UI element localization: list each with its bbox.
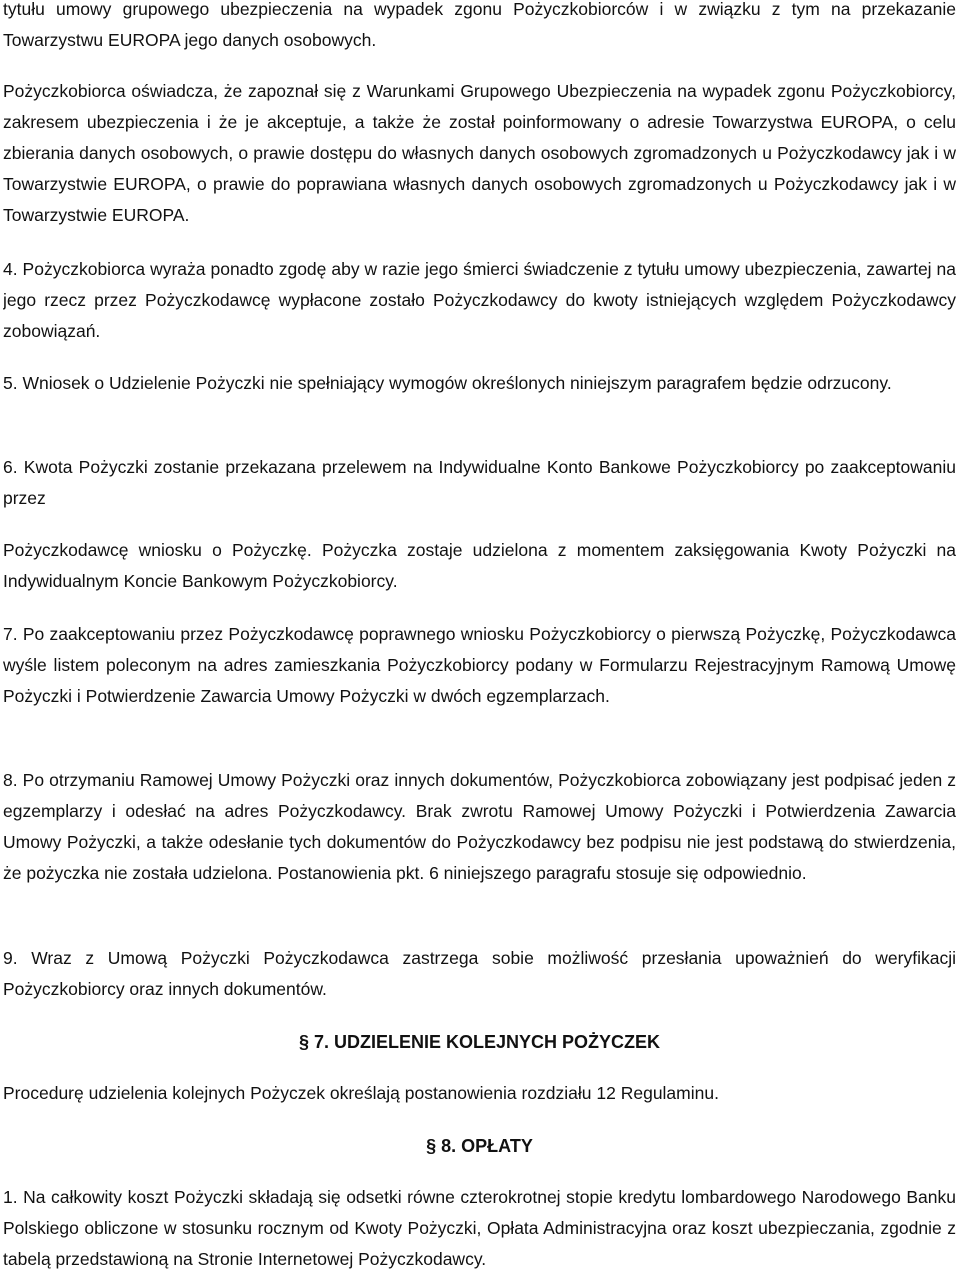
paragraph-insurance-consent: tytułu umowy grupowego ubezpieczenia na wypadek zgonu Pożyczkobiorców i w związku z tym na przekazanie Towarzystwu EUROPA jego danych osobowych. xyxy=(3,0,956,50)
paragraph-next-loans: Procedurę udzielenia kolejnych Pożyczek określają postanowienia rozdziału 12 Regulaminu. xyxy=(3,1083,719,1103)
document-page xyxy=(3,0,956,1277)
paragraph-loan-granted: Pożyczkodawcę wniosku o Pożyczkę. Pożyczka zostaje udzielona z momentem zaksięgowania Kwoty Pożyczki na Indywidualnym Koncie Bankowym Pożyczkobiorcy. xyxy=(3,540,956,591)
section-heading-7: § 7. UDZIELENIE KOLEJNYCH POŻYCZEK xyxy=(298,1032,661,1052)
paragraph-point-7: 7. Po zaakceptowaniu przez Pożyczkodawcę poprawnego wniosku Pożyczkobiorcy o pierwszą Pożyczkę, Pożyczkodawca wyśle listem poleconym na adres zamieszkania Pożyczkobiorcy podany w Formularzu Rejestracyjnym Ramową Umowę Pożyczki i Potwierdzenie Zawarcia Umowy Pożyczki w dwóch egzemplarzach. xyxy=(3,624,956,706)
section-heading-8: § 8. OPŁATY xyxy=(426,1136,533,1156)
paragraph-point-5: 5. Wniosek o Udzielenie Pożyczki nie spełniający wymogów określonych niniejszym paragrafem będzie odrzucony. xyxy=(3,373,892,393)
paragraph-point-8: 8. Po otrzymaniu Ramowej Umowy Pożyczki oraz innych dokumentów, Pożyczkobiorca zobowiązany jest podpisać jeden z egzemplarzy i odesłać na adres Pożyczkodawcy. Brak zwrotu Ramowej Umowy Pożyczki i Potwierdzenia Zawarcia Umowy Pożyczki, a także odesłanie tych dokumentów do Pożyczkodawcy bez podpisu nie jest podstawą do stwierdzenia, że pożyczka nie została udzielona. Postanowienia pkt. 6 niniejszego paragrafu stosuje się odpowiednio. xyxy=(3,770,956,883)
paragraph-point-6: 6. Kwota Pożyczki zostanie przekazana przelewem na Indywidualne Konto Bankowe Pożyczkobiorcy po zaakceptowaniu przez xyxy=(3,457,956,508)
paragraph-borrower-declaration: Pożyczkobiorca oświadcza, że zapoznał się z Warunkami Grupowego Ubezpieczenia na wypadek zgonu Pożyczkobiorcy, zakresem ubezpieczenia i że je akceptuje, a także że został poinformowany o adresie Towarzystwa EUROPA, o celu zbierania danych osobowych, o prawie dostępu do własnych danych osobowych zgromadzonych u Pożyczkodawcy jak i w Towarzystwie EUROPA, o prawie do poprawiana własnych danych osobowych zgromadzonych u Pożyczkodawcy jak i w Towarzystwie EUROPA. xyxy=(3,81,956,225)
paragraph-point-9: 9. Wraz z Umową Pożyczki Pożyczkodawca zastrzega sobie możliwość przesłania upoważnień do weryfikacji Pożyczkobiorcy oraz innych dokumentów. xyxy=(3,948,956,999)
paragraph-point-4: 4. Pożyczkobiorca wyraża ponadto zgodę aby w razie jego śmierci świadczenie z tytułu umowy ubezpieczenia, zawartej na jego rzecz przez Pożyczkodawcę wypłacone zostało Pożyczkodawcy do kwoty istniejących względem Pożyczkodawcy zobowiązań. xyxy=(3,259,956,341)
paragraph-fees-point-1: 1. Na całkowity koszt Pożyczki składają się odsetki równe czterokrotnej stopie kredytu lombardowego Narodowego Banku Polskiego obliczone w stosunku rocznym od Kwoty Pożyczki, Opłata Administracyjna oraz koszt ubezpieczania, zgodnie z tabelą przedstawioną na Stronie Internetowej Pożyczkodawcy. xyxy=(3,1187,956,1269)
